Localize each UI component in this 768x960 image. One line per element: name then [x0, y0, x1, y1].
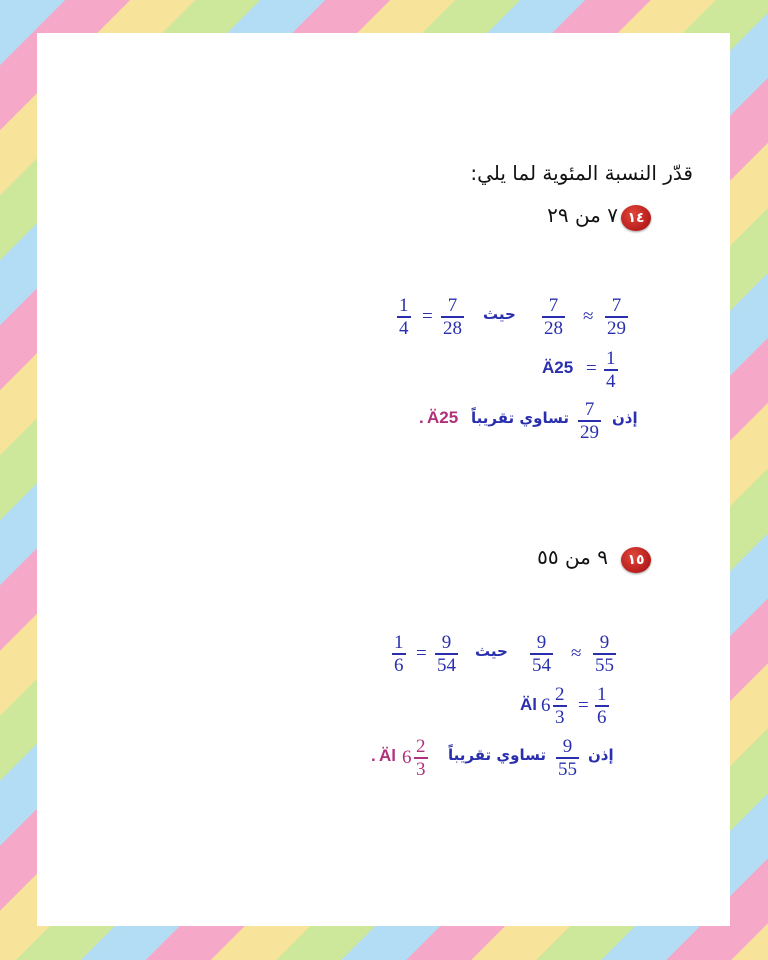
numerator: 7 — [584, 399, 595, 420]
numerator: 1 — [399, 295, 409, 316]
fraction-1-4 — [397, 296, 411, 338]
mixed-whole-part: 6 — [541, 695, 551, 716]
denominator: 4 — [606, 370, 616, 392]
fraction-7-29 — [578, 400, 601, 442]
numerator: 1 — [597, 684, 607, 705]
numerator: 9 — [441, 632, 452, 653]
exercise-heading: قدّر النسبة المئوية لما يلي: — [470, 161, 693, 185]
period: . — [419, 408, 424, 427]
estimated-percent: Ä25 — [427, 408, 459, 427]
percent-value: Äl — [520, 695, 537, 714]
equals-sign: = — [586, 358, 597, 379]
mixed-fraction-2-3 — [414, 737, 428, 779]
fraction-7-29 — [605, 296, 628, 338]
worksheet-page — [37, 33, 730, 926]
numerator: 9 — [599, 632, 610, 653]
denominator: 29 — [607, 317, 626, 339]
denominator: 54 — [437, 654, 456, 676]
mixed-fraction-2-3 — [553, 685, 567, 727]
mixed-whole-part: 6 — [402, 747, 412, 768]
fraction-7-28 — [542, 296, 565, 338]
equals-sign: = — [416, 643, 427, 664]
denominator: 3 — [555, 706, 565, 728]
estimated-percent: Äl — [379, 746, 396, 765]
numerator: 9 — [562, 736, 573, 757]
denominator: 28 — [544, 317, 563, 339]
fraction-9-55 — [593, 633, 616, 675]
fraction-1-4 — [604, 349, 618, 391]
approx-equal-text: تساوي تقريباً — [471, 409, 569, 427]
denominator: 55 — [558, 758, 577, 780]
numerator: 7 — [548, 295, 559, 316]
numerator: 2 — [555, 684, 565, 705]
fraction-9-54 — [530, 633, 553, 675]
numerator: 7 — [447, 295, 458, 316]
where-word: حيث — [483, 305, 516, 323]
then-word: إذن — [612, 409, 638, 427]
fraction-1-6 — [595, 685, 609, 727]
percent-value: Ä25 — [542, 358, 574, 377]
fraction-7-28 — [441, 296, 464, 338]
approx-symbol: ≈ — [571, 643, 582, 664]
period: . — [371, 746, 376, 765]
denominator: 3 — [416, 758, 426, 780]
then-word: إذن — [588, 746, 614, 764]
denominator: 6 — [394, 654, 404, 676]
fraction-9-55 — [556, 737, 579, 779]
numerator: 7 — [611, 295, 622, 316]
approx-symbol: ≈ — [583, 306, 594, 327]
denominator: 29 — [580, 421, 599, 443]
equals-sign: = — [578, 695, 589, 716]
numerator: 1 — [606, 348, 616, 369]
approx-equal-text: تساوي تقريباً — [448, 746, 546, 764]
numerator: 2 — [416, 736, 426, 757]
equals-sign: = — [422, 306, 433, 327]
denominator: 6 — [597, 706, 607, 728]
problem-number-badge: ١٤ — [621, 205, 651, 231]
denominator: 54 — [532, 654, 551, 676]
fraction-9-54 — [435, 633, 458, 675]
problem-question: ٧ من ٢٩ — [547, 203, 618, 227]
fraction-1-6 — [392, 633, 406, 675]
numerator: 9 — [536, 632, 547, 653]
denominator: 28 — [443, 317, 462, 339]
denominator: 4 — [399, 317, 409, 339]
where-word: حيث — [475, 642, 508, 660]
denominator: 55 — [595, 654, 614, 676]
problem-number-badge: ١٥ — [621, 547, 651, 573]
problem-question: ٩ من ٥٥ — [537, 545, 608, 569]
numerator: 1 — [394, 632, 404, 653]
